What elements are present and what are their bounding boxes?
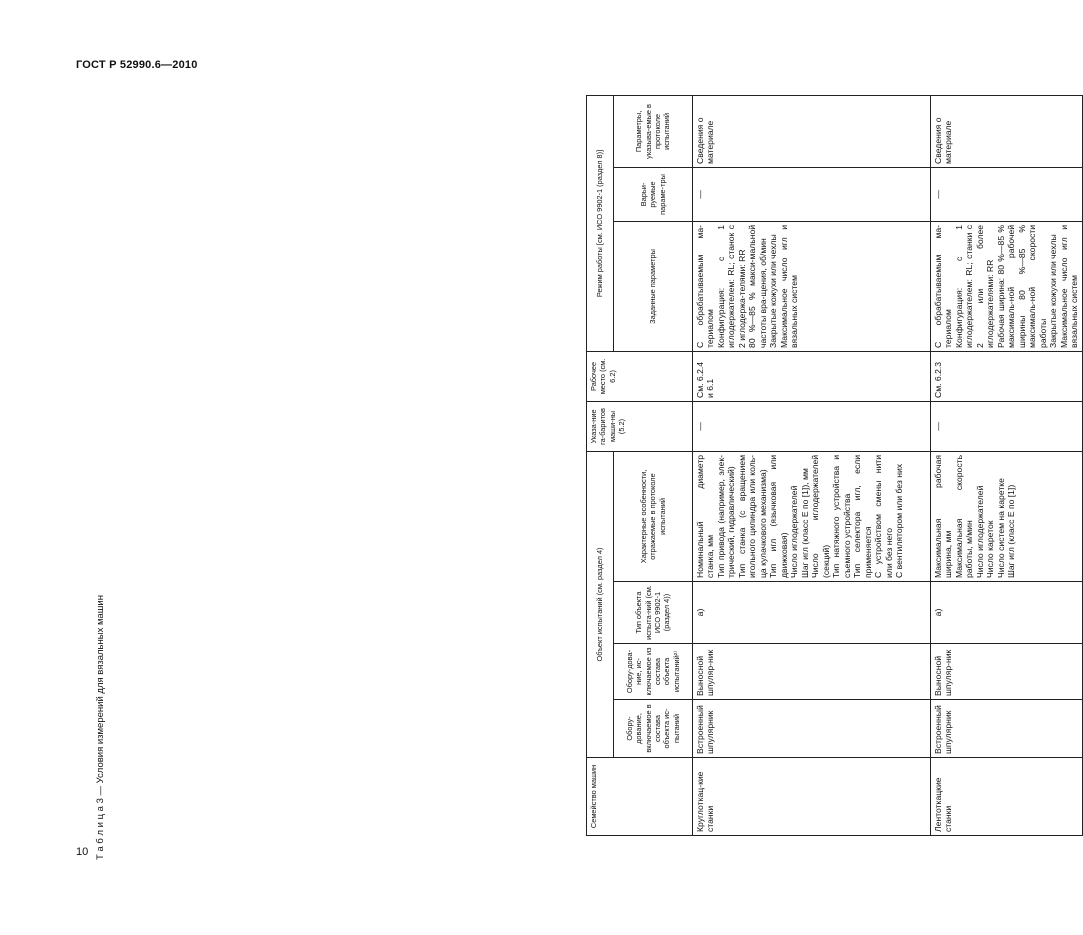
cell-dimensions: — — [693, 401, 931, 451]
measurement-conditions-table-wrapper — [586, 96, 1080, 836]
cell-set-params: С обрабатываемым ма-териалом Конфигурация: с 1 иглодержателем: RL; станок с 2 иглодержа-телями: RR 80 %—85 % макси-мальной частоты вра-щения, об/мин Закрытые кожухи или чехлы Максимальное число игл и вязальных систем — [693, 221, 931, 351]
cell-included: Встроенный шпулярник — [693, 700, 931, 758]
col-header-included: Обору-дование, включаемое в состава объекта ис-пытаний — [614, 700, 693, 758]
cell-features: Номинальный диаметр станка, мм Тип привода (например, элек-трический, гидравлический) Тип станка (с вращением игольного цилиндра или коль-ца кулачкового механизма) Тип игл (язычковая или движковая) Число иглодержателей Шаг игл (класс Е по [1]), мм Число иглодержателей (секций) Тип натяжного устройства и съемного устройства Тип селектора игл, если применяется С устройством смены нити или без него С вентилятором или без них — [693, 451, 931, 581]
table-row — [693, 95, 931, 835]
cell-family: Лентоткацкие станки — [931, 758, 1083, 836]
col-header-varied: Варьи-руемые параме-тры — [614, 167, 693, 221]
cell-workplace: См. 6.2.3 — [931, 351, 1083, 401]
col-header-workplace: Рабочее место (см. 6.2) — [587, 351, 693, 401]
cell-included: Встроенный шпулярник — [931, 700, 1083, 758]
cell-type: a) — [931, 582, 1083, 644]
col-header-set-params: Заданные параметры — [614, 221, 693, 351]
cell-reported: Сведения о материале — [693, 95, 931, 167]
cell-features: Максимальная рабочая ширина, мм Максимальная скорость работы, м/мин Число иглодержателей Число кареток Число систем на каретке Шаг игл (класс Е по [1]) — [931, 451, 1083, 581]
cell-family: Круглоткац-кие станки — [693, 758, 931, 836]
cell-varied: — — [931, 167, 1083, 221]
cell-varied: — — [693, 167, 931, 221]
page-number: 10 — [76, 846, 89, 858]
cell-excluded: Выносной шпуляр-ник — [693, 644, 931, 700]
group-header-object: Объект испытаний (см. раздел 4) — [587, 451, 614, 757]
table-row — [931, 95, 1083, 835]
measurement-conditions-table — [586, 95, 1083, 836]
standard-designation: ГОСТ Р 52990.6—2010 — [76, 59, 198, 71]
cell-type: a) — [693, 582, 931, 644]
col-header-excluded: Обору-дова-ние, ис-ключаемое из состава объекта испытаний²⁾ — [614, 644, 693, 700]
col-header-features: Характерные особенности, отражаемые в протоколе испытаний — [614, 451, 693, 581]
col-header-dimensions: Указа-ние га-баритов маши-ны (5.2) — [587, 401, 693, 451]
cell-dimensions: — — [931, 401, 1083, 451]
col-header-family: Семейство машин — [587, 758, 693, 836]
cell-reported: Сведения о материале — [931, 95, 1083, 167]
col-header-reported: Параметры, указыва-емые в протоколе испытаний — [614, 95, 693, 167]
group-header-mode: Режим работы [см. ИСО 9902-1 (раздел 8)] — [587, 95, 614, 351]
cell-excluded: Выносной шпуляр-ник — [931, 644, 1083, 700]
col-header-type: Тип объекта испыта-ний (см. ИСО 9902-1 (раздел 4)) — [614, 582, 693, 644]
table-caption: Т а б л и ц а 3 — Условия измерений для вязальных машин — [95, 595, 106, 860]
cell-set-params: С обрабатываемым ма-териалом Конфигурация: с 1 иглодержателем: RL; станки с 2 или более иглодержателями: RR Рабочая ширина: 80 %—85 % максималь-ной рабочей ширины 80 %—85 % максималь-ной скорости работы Закрытые кожухи или чехлы Максимальное число игл и вязальных систем — [931, 221, 1083, 351]
cell-workplace: См. 6.2.4 и 6.1 — [693, 351, 931, 401]
